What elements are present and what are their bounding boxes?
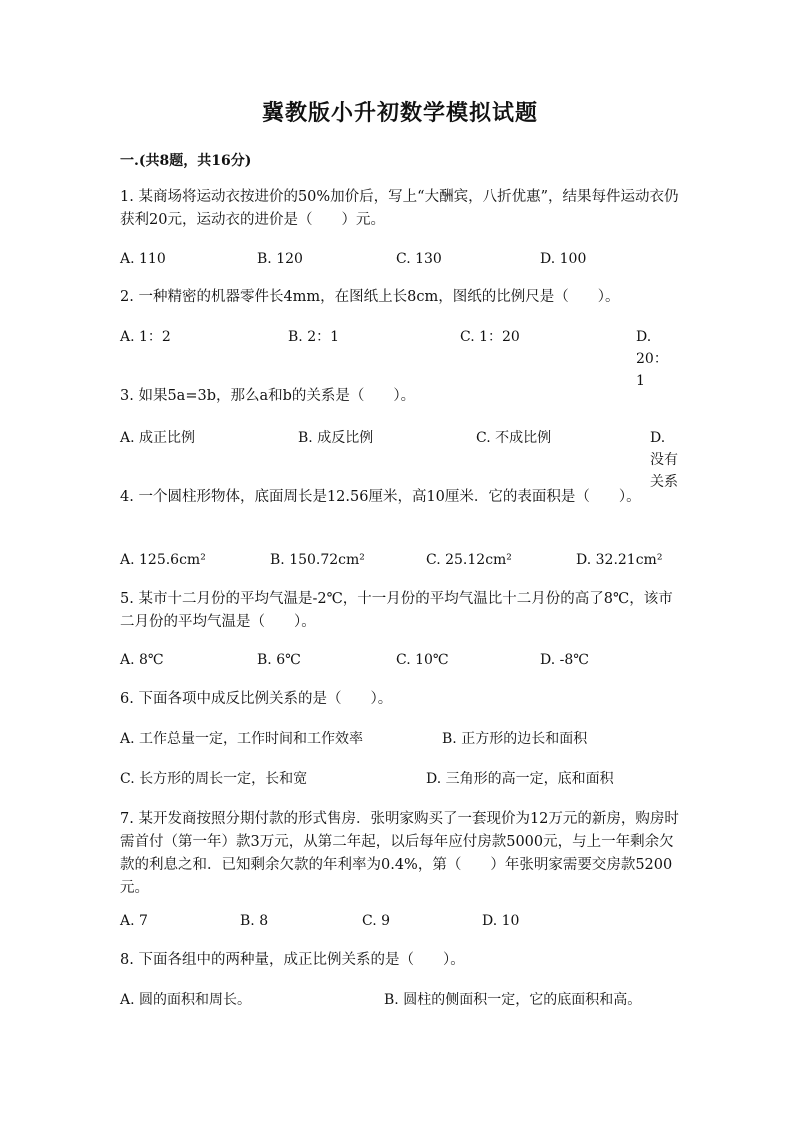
option-d[interactable]: D. 没有关系 [650,430,678,490]
option-a[interactable]: A. 工作总量一定，工作时间和工作效率 [120,731,364,747]
option-c[interactable]: C. 1：20 [460,329,520,345]
option-c[interactable]: C. 9 [362,913,391,929]
option-c[interactable]: C. 25.12cm² [426,552,512,568]
question-4: 4. 一个圆柱形物体，底面周长是12.56厘米，高10厘米．它的表面积是（ ）。 [120,489,641,505]
option-b[interactable]: B. 6℃ [257,652,301,668]
option-c[interactable]: C. 10℃ [396,652,449,668]
option-a[interactable]: A. 圆的面积和周长。 [120,992,252,1008]
option-b[interactable]: B. 2：1 [288,329,340,345]
option-d[interactable]: D. 三角形的高一定，底和面积 [426,771,614,787]
page-title: 冀教版小升初数学模拟试题 [261,100,538,126]
option-b[interactable]: B. 150.72cm² [270,552,365,568]
question-5: 5. 某市十二月份的平均气温是-2℃，十一月份的平均气温比十二月份的高了8℃，该市二月份的平均气温是（ ）。 [120,591,673,630]
option-d[interactable]: D. -8℃ [540,652,589,668]
question-8: 8. 下面各组中的两种量，成正比例关系的是（ ）。 [120,952,465,968]
option-d[interactable]: D. 100 [540,251,587,267]
option-b[interactable]: B. 8 [240,913,269,929]
option-d[interactable]: D. 32.21cm² [576,552,663,568]
option-a[interactable]: A. 1：2 [120,329,171,345]
option-c[interactable]: C. 长方形的周长一定，长和宽 [120,771,308,787]
option-a[interactable]: A. 125.6cm² [120,552,206,568]
option-d[interactable]: D. 20：1 [636,329,668,389]
option-a[interactable]: A. 7 [120,913,148,929]
option-a[interactable]: A. 8℃ [120,652,164,668]
question-1: 1. 某商场将运动衣按进价的50%加价后，写上“大酬宾，八折优惠”，结果每件运动衣仍获利20元，运动衣的进价是（ ）元。 [120,189,679,228]
section-heading: 一.(共8题，共16分) [120,153,252,169]
option-b[interactable]: B. 成反比例 [298,430,374,446]
option-c[interactable]: C. 130 [396,251,442,267]
option-c[interactable]: C. 不成比例 [476,430,552,446]
option-b[interactable]: B. 120 [257,251,303,267]
question-3: 3. 如果5a=3b，那么a和b的关系是（ ）。 [120,388,416,404]
question-7: 7. 某开发商按照分期付款的形式售房．张明家购买了一套现价为12万元的新房，购房时需首付（第一年）款3万元，从第二年起，以后每年应付房款5000元，与上一年剩余欠款的利息之和．已知剩余欠款的年利率为0.4%，第（ ）年张明家需要交房款5200元。 [120,811,679,896]
option-b[interactable]: B. 圆柱的侧面积一定，它的底面积和高。 [384,992,642,1008]
question-6: 6. 下面各项中成反比例关系的是（ ）。 [120,691,393,707]
option-a[interactable]: A. 110 [120,251,166,267]
option-d[interactable]: D. 10 [482,913,520,929]
option-a[interactable]: A. 成正比例 [120,430,196,446]
question-2: 2. 一种精密的机器零件长4mm，在图纸上长8cm，图纸的比例尺是（ ）。 [120,289,620,305]
option-b[interactable]: B. 正方形的边长和面积 [442,731,588,747]
